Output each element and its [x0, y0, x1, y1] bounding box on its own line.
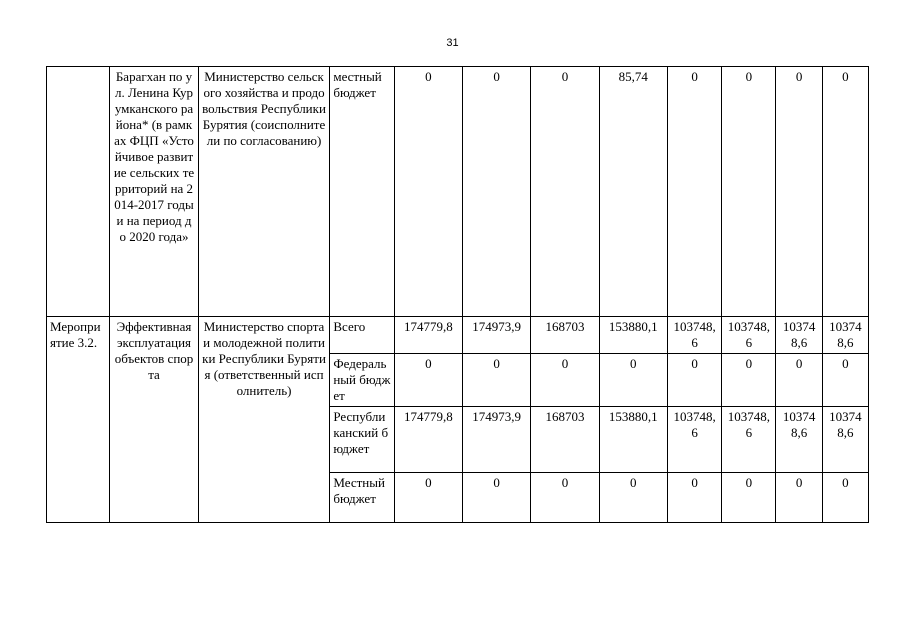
value-cell: 174973,9: [462, 317, 530, 354]
value-cell: 0: [822, 67, 868, 317]
executor-cell: Министерство спорта и молодежной политики Республики Бурятия (ответственный исполнитель): [198, 317, 330, 523]
value-cell: 0: [776, 354, 822, 407]
value-cell: 0: [394, 473, 462, 523]
value-cell: 0: [531, 473, 599, 523]
value-cell: 168703: [531, 317, 599, 354]
table-row: [47, 67, 869, 317]
value-cell: 103748,6: [722, 317, 776, 354]
value-cell: 103748,6: [776, 407, 822, 473]
value-cell: 103748,6: [822, 317, 868, 354]
value-cell: 0: [531, 354, 599, 407]
value-cell: 0: [667, 354, 721, 407]
value-cell: 0: [394, 354, 462, 407]
value-cell: 174779,8: [394, 407, 462, 473]
value-cell: 0: [462, 67, 530, 317]
value-cell: 0: [722, 67, 776, 317]
value-cell: 0: [462, 473, 530, 523]
value-cell: 103748,6: [822, 407, 868, 473]
value-cell: 85,74: [599, 67, 667, 317]
value-cell: 103748,6: [667, 317, 721, 354]
value-cell: 0: [394, 67, 462, 317]
value-cell: 103748,6: [722, 407, 776, 473]
funding-source-cell: Всего: [330, 317, 394, 354]
value-cell: 0: [776, 67, 822, 317]
value-cell: 0: [776, 473, 822, 523]
value-cell: 103748,6: [776, 317, 822, 354]
value-cell: 0: [667, 67, 721, 317]
value-cell: 153880,1: [599, 407, 667, 473]
value-cell: 103748,6: [667, 407, 721, 473]
value-cell: 0: [822, 473, 868, 523]
funding-source-cell: Федеральный бюджет: [330, 354, 394, 407]
value-cell: 168703: [531, 407, 599, 473]
value-cell: 0: [599, 473, 667, 523]
value-cell: 0: [822, 354, 868, 407]
page-number: 31: [446, 37, 459, 49]
measure-cell: Мероприятие 3.2.: [47, 317, 110, 523]
value-cell: 174973,9: [462, 407, 530, 473]
value-cell: 0: [462, 354, 530, 407]
funding-source-cell: местный бюджет: [330, 67, 394, 317]
value-cell: 0: [531, 67, 599, 317]
measure-name-cell: Эффективная эксплуатация объектов спорта: [110, 317, 198, 523]
value-cell: 0: [722, 354, 776, 407]
funding-source-cell: Местный бюджет: [330, 473, 394, 523]
measure-cell: [47, 67, 110, 317]
budget-table: [46, 66, 869, 523]
table-row: [47, 317, 869, 354]
measure-name-cell: Барагхан по ул. Ленина Курумканского района* (в рамках ФЦП «Устойчивое развитие сельских территорий на 2014-2017 годы и на период до 2020 года»: [110, 67, 198, 317]
executor-cell: Министерство сельского хозяйства и продовольствия Республики Бурятия (соисполнители по согласованию): [198, 67, 330, 317]
value-cell: 153880,1: [599, 317, 667, 354]
value-cell: 0: [667, 473, 721, 523]
value-cell: 0: [722, 473, 776, 523]
value-cell: 174779,8: [394, 317, 462, 354]
funding-source-cell: Республиканский бюджет: [330, 407, 394, 473]
value-cell: 0: [599, 354, 667, 407]
